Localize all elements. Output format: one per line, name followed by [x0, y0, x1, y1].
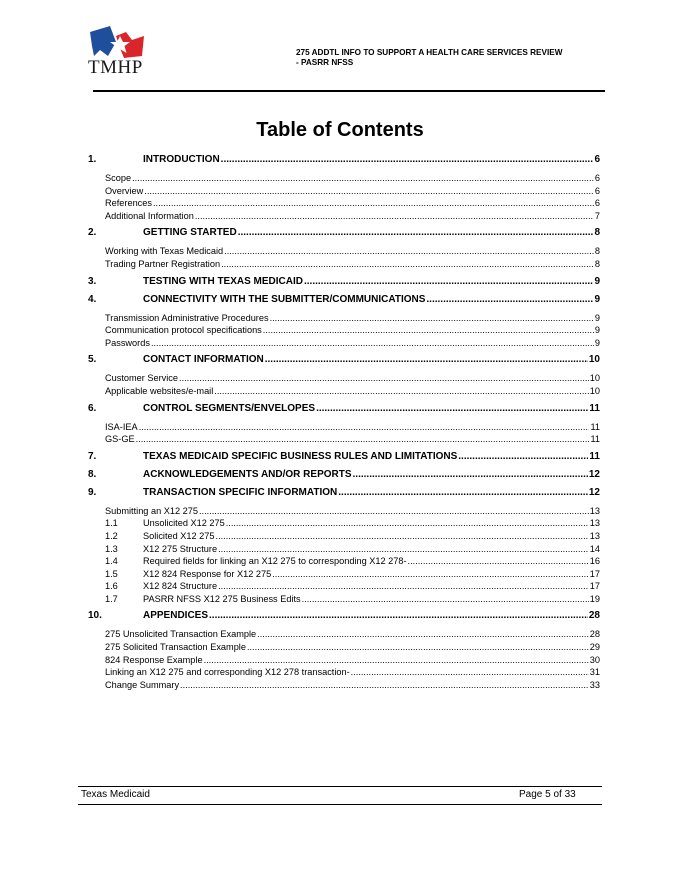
toc-entry-page: 13: [589, 505, 600, 516]
footer-left-text: Texas Medicaid: [81, 789, 150, 800]
toc-section-entry[interactable]: [88, 154, 600, 166]
toc-entry-title: Linking an X12 275 and corresponding X12 278 transaction-: [105, 667, 350, 678]
toc-entry-number: 4.: [88, 293, 97, 305]
toc-entry-title: Applicable websites/e-mail: [105, 385, 214, 396]
toc-entry-number: 9.: [88, 486, 97, 498]
toc-entry-title: Customer Service: [105, 373, 179, 384]
toc-dot-leader: [226, 517, 589, 530]
toc-entry-title: X12 275 Structure: [143, 543, 218, 554]
page-title: Table of Contents: [256, 119, 424, 141]
toc-entry-page: 28: [589, 629, 600, 640]
table-of-contents: [88, 151, 600, 696]
toc-dot-leader: [218, 543, 589, 556]
toc-entry-title: X12 824 Structure: [143, 581, 218, 592]
toc-section-entry[interactable]: [88, 227, 600, 239]
toc-entry-page: 8: [594, 246, 600, 257]
toc-entry-page: 9: [594, 275, 600, 287]
toc-entry-title: 275 Unsolicited Transaction Example: [105, 629, 257, 640]
toc-entry-page: 9: [594, 293, 600, 305]
toc-dot-leader: [265, 354, 588, 366]
toc-dot-leader: [180, 679, 589, 692]
toc-dot-leader: [132, 172, 594, 185]
document-header-title: [296, 48, 616, 68]
toc-entry-page: 10: [588, 354, 600, 366]
toc-entry-page: 8: [594, 227, 600, 239]
toc-dot-leader: [263, 324, 594, 337]
toc-entry-title: Working with Texas Medicaid: [105, 246, 224, 257]
toc-entry-number: 1.1: [105, 518, 118, 529]
texas-star-icon: [86, 26, 152, 60]
toc-dot-leader: [139, 421, 590, 434]
toc-entry-page: 31: [589, 667, 600, 678]
header-divider: [93, 90, 605, 92]
toc-dot-leader: [218, 580, 589, 593]
toc-entry-page: 17: [589, 581, 600, 592]
toc-subsection-entry[interactable]: [88, 517, 600, 530]
toc-dot-leader: [224, 245, 594, 258]
toc-subsection-entry[interactable]: [88, 245, 600, 258]
toc-subsection-entry[interactable]: [88, 654, 600, 667]
toc-subsection-entry[interactable]: [88, 555, 600, 568]
toc-dot-leader: [351, 666, 589, 679]
toc-entry-page: 7: [594, 210, 600, 221]
toc-section-entry[interactable]: [88, 469, 600, 481]
toc-dot-leader: [144, 185, 594, 198]
toc-entry-page: 28: [588, 610, 600, 622]
toc-entry-title: GS-GE: [105, 434, 135, 445]
toc-entry-title: TEXAS MEDICAID SPECIFIC BUSINESS RULES AND LIMITATIONS: [143, 450, 458, 462]
toc-dot-leader: [209, 610, 588, 622]
toc-entry-title: Scope: [105, 173, 132, 183]
toc-entry-page: 16: [589, 556, 600, 567]
toc-section-entry[interactable]: [88, 354, 600, 366]
toc-entry-title: CONNECTIVITY WITH THE SUBMITTER/COMMUNICATIONS: [143, 293, 426, 305]
toc-subsection-entry[interactable]: [88, 185, 600, 198]
toc-entry-title: References: [105, 198, 152, 209]
toc-section-entry[interactable]: [88, 403, 600, 415]
toc-entry-title: Unsolicited X12 275: [143, 518, 225, 529]
toc-entry-number: 1.: [88, 154, 97, 165]
toc-dot-leader: [247, 641, 589, 654]
toc-entry-number: 2.: [88, 227, 97, 239]
toc-dot-leader: [353, 469, 588, 481]
toc-dot-leader: [136, 433, 590, 446]
toc-dot-leader: [458, 451, 588, 463]
toc-entry-page: 17: [589, 568, 600, 579]
toc-entry-page: 12: [588, 486, 600, 498]
toc-section-entry[interactable]: [88, 451, 600, 463]
toc-entry-title: Overview: [105, 185, 144, 196]
toc-entry-number: 8.: [88, 468, 97, 480]
toc-entry-number: 7.: [88, 450, 97, 462]
toc-entry-page: 9: [594, 325, 600, 336]
toc-subsection-entry[interactable]: [88, 433, 600, 446]
toc-subsection-entry[interactable]: [88, 421, 600, 434]
toc-entry-page: 11: [590, 421, 600, 432]
toc-entry-page: 6: [594, 185, 600, 196]
toc-subsection-entry[interactable]: [88, 543, 600, 556]
toc-subsection-entry[interactable]: [88, 337, 600, 350]
header-title-line1: 275 ADDTL INFO TO SUPPORT A HEALTH CARE SERVICES REVIEW: [296, 48, 563, 57]
toc-section-entry[interactable]: [88, 294, 600, 306]
toc-entry-title: Passwords: [105, 337, 150, 348]
toc-entry-title: ISA-IEA: [105, 421, 138, 432]
header-title-line2: - PASRR NFSS: [296, 58, 354, 67]
toc-dot-leader: [338, 487, 588, 499]
toc-subsection-entry[interactable]: [88, 679, 600, 692]
toc-dot-leader: [221, 258, 594, 271]
toc-entry-title: Submitting an X12 275: [105, 505, 198, 516]
toc-entry-page: 11: [589, 402, 600, 414]
toc-entry-title: Trading Partner Registration: [105, 258, 221, 269]
toc-entry-number: 1.7: [105, 593, 118, 604]
toc-entry-page: 13: [589, 518, 600, 529]
toc-entry-page: 12: [588, 468, 600, 480]
toc-entry-title: 824 Response Example: [105, 654, 203, 665]
toc-dot-leader: [304, 276, 593, 288]
toc-dot-leader: [221, 154, 594, 166]
toc-entry-title: Additional Information: [105, 210, 194, 221]
toc-entry-page: 8: [594, 258, 600, 269]
toc-entry-page: 13: [589, 530, 600, 541]
toc-subsection-entry[interactable]: [88, 568, 600, 581]
toc-dot-leader: [316, 403, 588, 415]
toc-entry-title: TRANSACTION SPECIFIC INFORMATION: [143, 486, 338, 498]
toc-entry-title: Required fields for linking an X12 275 to corresponding X12 278-: [143, 556, 407, 567]
toc-subsection-entry[interactable]: [88, 258, 600, 271]
toc-entry-title: PASRR NFSS X12 275 Business Edits: [143, 593, 301, 604]
toc-dot-leader: [195, 210, 594, 223]
toc-entry-title: Solicited X12 275: [143, 530, 215, 541]
toc-entry-page: 6: [594, 173, 600, 183]
toc-subsection-entry[interactable]: [88, 593, 600, 606]
toc-dot-leader: [426, 294, 593, 306]
toc-entry-title: Change Summary: [105, 679, 180, 690]
toc-subsection-entry[interactable]: [88, 172, 600, 185]
toc-subsection-entry[interactable]: [88, 372, 600, 385]
toc-dot-leader: [179, 372, 589, 385]
toc-dot-leader: [151, 337, 594, 350]
toc-entry-title: Communication protocol specifications: [105, 325, 262, 336]
toc-entry-title: GETTING STARTED: [143, 227, 237, 239]
toc-section-entry[interactable]: [88, 610, 600, 622]
toc-entry-title: CONTROL SEGMENTS/ENVELOPES: [143, 402, 316, 414]
toc-entry-page: 6: [594, 154, 600, 165]
tmhp-logo: [86, 26, 152, 80]
toc-dot-leader: [408, 555, 589, 568]
toc-dot-leader: [214, 385, 589, 398]
toc-entry-page: 10: [589, 373, 600, 384]
toc-dot-leader: [270, 312, 594, 325]
toc-section-entry[interactable]: [88, 487, 600, 499]
toc-dot-leader: [238, 227, 594, 239]
toc-entry-page: 33: [589, 679, 600, 690]
toc-entry-number: 1.6: [105, 581, 118, 592]
toc-subsection-entry[interactable]: [88, 505, 600, 518]
toc-subsection-entry[interactable]: [88, 324, 600, 337]
toc-dot-leader: [199, 505, 589, 518]
footer-page-number: Page 5 of 33: [519, 789, 576, 800]
toc-entry-number: 3.: [88, 275, 97, 287]
toc-entry-number: 10.: [88, 610, 102, 622]
toc-section-entry[interactable]: [88, 276, 600, 288]
toc-entry-title: 275 Solicited Transaction Example: [105, 642, 246, 653]
toc-entry-title: APPENDICES: [143, 610, 209, 622]
toc-dot-leader: [216, 530, 589, 543]
toc-entry-page: 10: [589, 385, 600, 396]
toc-entry-number: 1.3: [105, 543, 118, 554]
toc-entry-page: 19: [589, 593, 600, 604]
logo-text: TMHP: [88, 57, 143, 78]
toc-subsection-entry[interactable]: [88, 197, 600, 210]
toc-entry-page: 14: [589, 543, 600, 554]
toc-dot-leader: [257, 628, 589, 641]
toc-subsection-entry[interactable]: [88, 641, 600, 654]
toc-entry-number: 1.5: [105, 568, 118, 579]
toc-entry-page: 9: [594, 312, 600, 323]
toc-entry-number: 5.: [88, 354, 97, 366]
toc-subsection-entry[interactable]: [88, 312, 600, 325]
toc-entry-number: 1.4: [105, 556, 118, 567]
toc-dot-leader: [204, 654, 589, 667]
toc-entry-title: ACKNOWLEDGEMENTS AND/OR REPORTS: [143, 468, 352, 480]
toc-subsection-entry[interactable]: [88, 628, 600, 641]
toc-entry-title: Transmission Administrative Procedures: [105, 312, 269, 323]
toc-dot-leader: [272, 568, 589, 581]
toc-dot-leader: [302, 593, 589, 606]
toc-entry-title: X12 824 Response for X12 275: [143, 568, 272, 579]
toc-subsection-entry[interactable]: [88, 385, 600, 398]
toc-entry-page: 30: [589, 654, 600, 665]
toc-dot-leader: [153, 197, 594, 210]
toc-entry-number: 1.2: [105, 530, 118, 541]
toc-entry-number: 6.: [88, 402, 97, 414]
toc-entry-page: 6: [594, 198, 600, 209]
toc-entry-title: CONTACT INFORMATION: [143, 354, 264, 366]
toc-subsection-entry[interactable]: [88, 210, 600, 223]
footer-divider-top: [78, 786, 602, 787]
toc-entry-page: 11: [589, 450, 600, 462]
toc-subsection-entry[interactable]: [88, 666, 600, 679]
toc-entry-page: 29: [589, 642, 600, 653]
toc-subsection-entry[interactable]: [88, 530, 600, 543]
toc-entry-page: 11: [590, 434, 600, 445]
toc-entry-title: TESTING WITH TEXAS MEDICAID: [143, 275, 303, 287]
toc-subsection-entry[interactable]: [88, 580, 600, 593]
toc-entry-page: 9: [594, 337, 600, 348]
toc-entry-title: INTRODUCTION: [143, 154, 220, 165]
footer-divider-bottom: [78, 804, 602, 805]
